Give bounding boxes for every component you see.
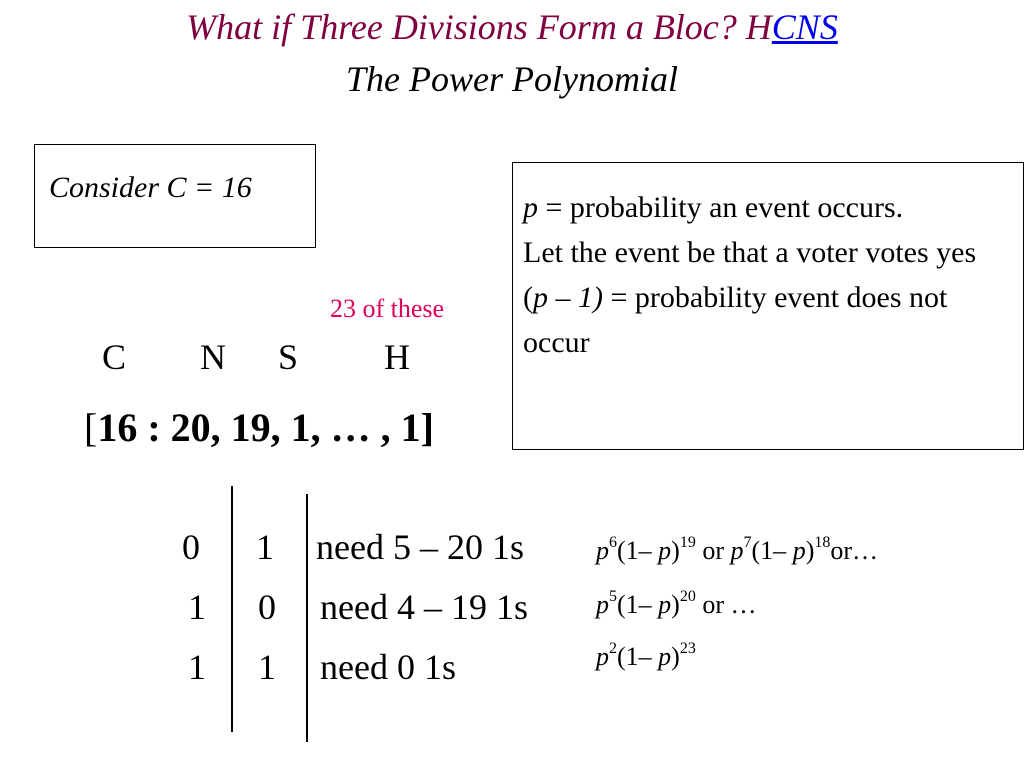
row1-formula (596, 534, 878, 566)
slide-title (0, 6, 1024, 48)
row1-exp2: 19 (679, 534, 696, 551)
header-s: S (278, 337, 299, 377)
row2-need: need 4 – 19 1s (320, 587, 528, 627)
row1-p: p (596, 536, 609, 565)
row2-var: p (658, 590, 672, 619)
row3-col1: 1 (188, 647, 206, 687)
row2-formula (596, 588, 757, 620)
row3-mid: (1– (617, 642, 659, 671)
game-values: 16 : 20, 19, 1, … , 1] (97, 405, 434, 450)
header-c: C (102, 337, 127, 377)
q-expression: p – 1) (533, 281, 603, 314)
p-variable: p (523, 191, 538, 224)
row1-close: ) (671, 536, 680, 565)
row1-p2: p (730, 536, 744, 565)
row2-close: ) (671, 590, 680, 619)
header-h: H (384, 337, 410, 377)
row1-exp4: 18 (814, 534, 831, 551)
row2-exp2: 20 (679, 588, 696, 605)
row1-or2: or… (830, 536, 879, 565)
row1-exp: 6 (609, 534, 617, 551)
consider-box (34, 144, 316, 248)
row3-col2: 1 (258, 647, 276, 687)
row1-col2: 1 (256, 527, 274, 567)
row3-var: p (658, 642, 672, 671)
column-divider-left (231, 486, 233, 732)
row1-mid2: (1– (751, 536, 793, 565)
row3-formula (596, 640, 696, 672)
open-bracket: [ (84, 405, 98, 450)
q-definition: = probability event does not occur (523, 281, 948, 359)
row1-mid: (1– (617, 536, 659, 565)
event-definition: Let the event be that a voter votes yes (523, 236, 977, 269)
row2-col2: 0 (258, 587, 276, 627)
p-definition: = probability an event occurs. (538, 191, 904, 224)
row1-col1: 0 (182, 527, 200, 567)
row3-close: ) (671, 642, 680, 671)
count-note: 23 of these (330, 294, 445, 323)
row3-exp: 2 (609, 640, 617, 657)
row3-p: p (596, 642, 609, 671)
row1-exp3: 7 (743, 534, 752, 551)
row2-or: or … (695, 590, 757, 619)
row1-need: need 5 – 20 1s (316, 527, 524, 567)
row1-var: p (658, 536, 672, 565)
definition-box (512, 162, 1024, 450)
q-open: ( (523, 281, 533, 314)
consider-text: Consider C = 16 (49, 171, 252, 204)
row1-var2: p (792, 536, 806, 565)
slide-subtitle: The Power Polynomial (346, 59, 678, 99)
definition-text (523, 185, 1018, 365)
column-divider-right (306, 494, 308, 742)
row1-close2: ) (805, 536, 815, 565)
header-n: N (200, 337, 226, 377)
row1-or1: or (695, 536, 731, 565)
row3-exp2: 23 (679, 640, 696, 657)
slide-title-text: What if Three Divisions Form a Bloc? H (186, 7, 772, 47)
row3-need: need 0 1s (320, 647, 456, 687)
row2-p: p (596, 590, 609, 619)
row2-col1: 1 (188, 587, 206, 627)
cns-link[interactable]: CNS (771, 7, 838, 47)
row2-exp: 5 (609, 588, 617, 605)
weighted-game (84, 404, 434, 451)
row2-mid: (1– (617, 590, 659, 619)
